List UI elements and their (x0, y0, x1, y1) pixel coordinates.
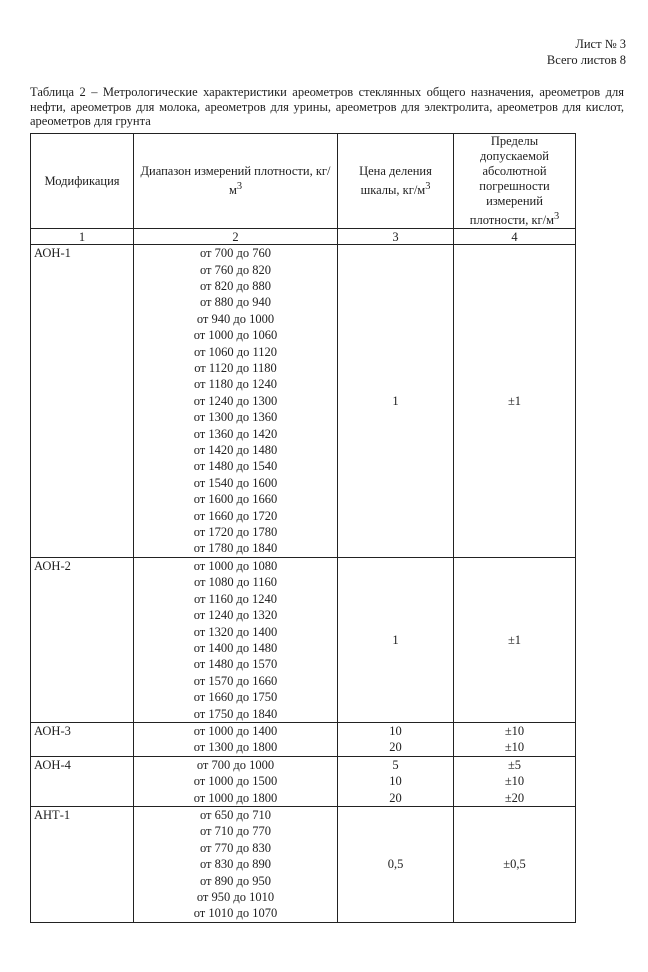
range-value: от 1010 до 1070 (193, 906, 278, 921)
division-value: 0,5 (387, 857, 404, 872)
modification-name: АНТ-1 (34, 807, 71, 822)
error-cell (454, 245, 576, 558)
division-cell (338, 806, 454, 922)
range-value: от 880 до 940 (199, 295, 272, 310)
division-value: 20 (389, 740, 402, 755)
header-division-unit-sup: 3 (425, 181, 431, 192)
range-value: от 940 до 1000 (196, 311, 275, 326)
range-value: от 1660 до 1750 (193, 690, 278, 705)
range-value: от 650 до 710 (199, 807, 272, 822)
modification-name: АОН-3 (34, 723, 71, 738)
modification-name: АОН-2 (34, 558, 71, 573)
division-value: 20 (389, 790, 402, 805)
error-cell (454, 756, 576, 806)
range-value: от 1060 до 1120 (193, 344, 278, 359)
range-value: от 1000 до 1500 (193, 774, 278, 789)
header-range (134, 134, 338, 229)
header-range-unit-sup: 3 (236, 181, 243, 192)
error-cell (454, 557, 576, 722)
error-value: ±10 (504, 740, 525, 755)
modification-cell (31, 806, 134, 922)
range-value: от 1000 до 1800 (193, 790, 278, 805)
division-value: 1 (392, 393, 399, 408)
modification-name: АОН-4 (34, 757, 71, 772)
range-value: от 1660 до 1720 (193, 508, 278, 523)
range-value: от 950 до 1010 (196, 890, 275, 904)
range-value: от 710 до 770 (199, 824, 272, 839)
error-value: ±20 (504, 790, 525, 805)
range-value: от 1240 до 1300 (193, 393, 278, 408)
error-value: ±10 (504, 774, 525, 789)
column-number: 3 (338, 229, 454, 245)
header-division (338, 134, 454, 229)
header-modification (31, 134, 134, 229)
column-number-row (31, 229, 576, 245)
error-value: ±0,5 (503, 857, 526, 872)
range-value: от 1000 до 1400 (193, 723, 278, 738)
range-value: от 1780 до 1840 (193, 541, 278, 556)
range-value: от 1300 до 1800 (193, 740, 278, 755)
division-cell (338, 756, 454, 806)
range-value: от 760 до 820 (199, 262, 272, 277)
table-row (31, 245, 576, 558)
range-value: от 1000 до 1060 (193, 328, 278, 343)
range-value: от 1160 до 1240 (193, 591, 278, 606)
header-division-label: Цена деления шкалы, кг/м (359, 164, 432, 198)
table-body (31, 245, 576, 923)
range-value: от 1300 до 1360 (193, 410, 278, 425)
column-number: 1 (31, 229, 134, 245)
column-number: 2 (134, 229, 338, 245)
table-row (31, 722, 576, 756)
range-cell (134, 756, 338, 806)
range-value: от 1480 до 1570 (193, 657, 278, 672)
division-cell (338, 557, 454, 722)
table-row (31, 756, 576, 806)
range-value: от 820 до 880 (199, 278, 272, 293)
range-value: от 1360 до 1420 (193, 426, 278, 441)
range-value: от 770 до 830 (199, 840, 272, 855)
division-value: 10 (389, 774, 402, 789)
sheet-total: Всего листов 8 (546, 53, 626, 67)
range-value: от 1540 до 1600 (193, 475, 278, 490)
range-value: от 1080 до 1160 (193, 575, 278, 590)
error-value: ±1 (507, 632, 522, 647)
header-modification-label: Модификация (44, 173, 120, 188)
modification-cell (31, 722, 134, 756)
modification-cell (31, 557, 134, 722)
range-value: от 1600 до 1660 (193, 492, 278, 507)
error-cell (454, 806, 576, 922)
header-error (454, 134, 576, 229)
error-value: ±10 (504, 723, 525, 738)
division-value: 10 (389, 723, 402, 738)
header-error-unit-sup: 3 (554, 211, 560, 222)
range-value: от 830 до 890 (199, 857, 272, 872)
error-value: ±5 (507, 757, 522, 772)
division-cell (338, 245, 454, 558)
table-caption: Таблица 2 – Метрологические характеристики ареометров стеклянных общего назначения, ареометров для нефти, ареометров для молока, ареометров для урины, ареометров для электролита, ареометров для кислот, ареометров для грунта (30, 85, 624, 128)
range-cell (134, 806, 338, 922)
sheet-info (547, 36, 626, 68)
table-row (31, 557, 576, 722)
range-value: от 1570 до 1660 (193, 673, 278, 688)
division-value: 5 (392, 757, 399, 772)
header-range-label: Диапазон измерений плотности, кг/м (140, 164, 331, 198)
range-value: от 890 до 950 (199, 873, 272, 888)
range-value: от 1000 до 1080 (193, 558, 278, 573)
modification-cell (31, 756, 134, 806)
column-number: 4 (454, 229, 576, 245)
range-cell (134, 722, 338, 756)
division-cell (338, 722, 454, 756)
error-value: ±1 (507, 393, 522, 408)
table-row (31, 806, 576, 922)
range-value: от 1750 до 1840 (193, 706, 278, 721)
error-cell (454, 722, 576, 756)
range-value: от 700 до 1000 (196, 757, 275, 772)
sheet-number: Лист № 3 (575, 37, 626, 51)
range-cell (134, 557, 338, 722)
division-value: 1 (392, 632, 399, 647)
range-value: от 1400 до 1480 (193, 640, 278, 655)
modification-name: АОН-1 (34, 246, 71, 261)
range-value: от 1240 до 1320 (193, 608, 278, 623)
metrology-table (30, 133, 576, 923)
range-value: от 1420 до 1480 (193, 443, 278, 458)
table-header-row (31, 134, 576, 229)
header-error-label: Пределы допускаемой абсолютной погрешности измерений плотности, кг/м (469, 134, 555, 228)
range-value: от 1320 до 1400 (193, 624, 278, 639)
range-value: от 1180 до 1240 (193, 377, 278, 392)
range-value: от 1720 до 1780 (193, 525, 278, 540)
range-value: от 700 до 760 (199, 246, 272, 261)
range-value: от 1120 до 1180 (194, 361, 277, 375)
modification-cell (31, 245, 134, 558)
range-cell (134, 245, 338, 558)
range-value: от 1480 до 1540 (193, 459, 278, 474)
